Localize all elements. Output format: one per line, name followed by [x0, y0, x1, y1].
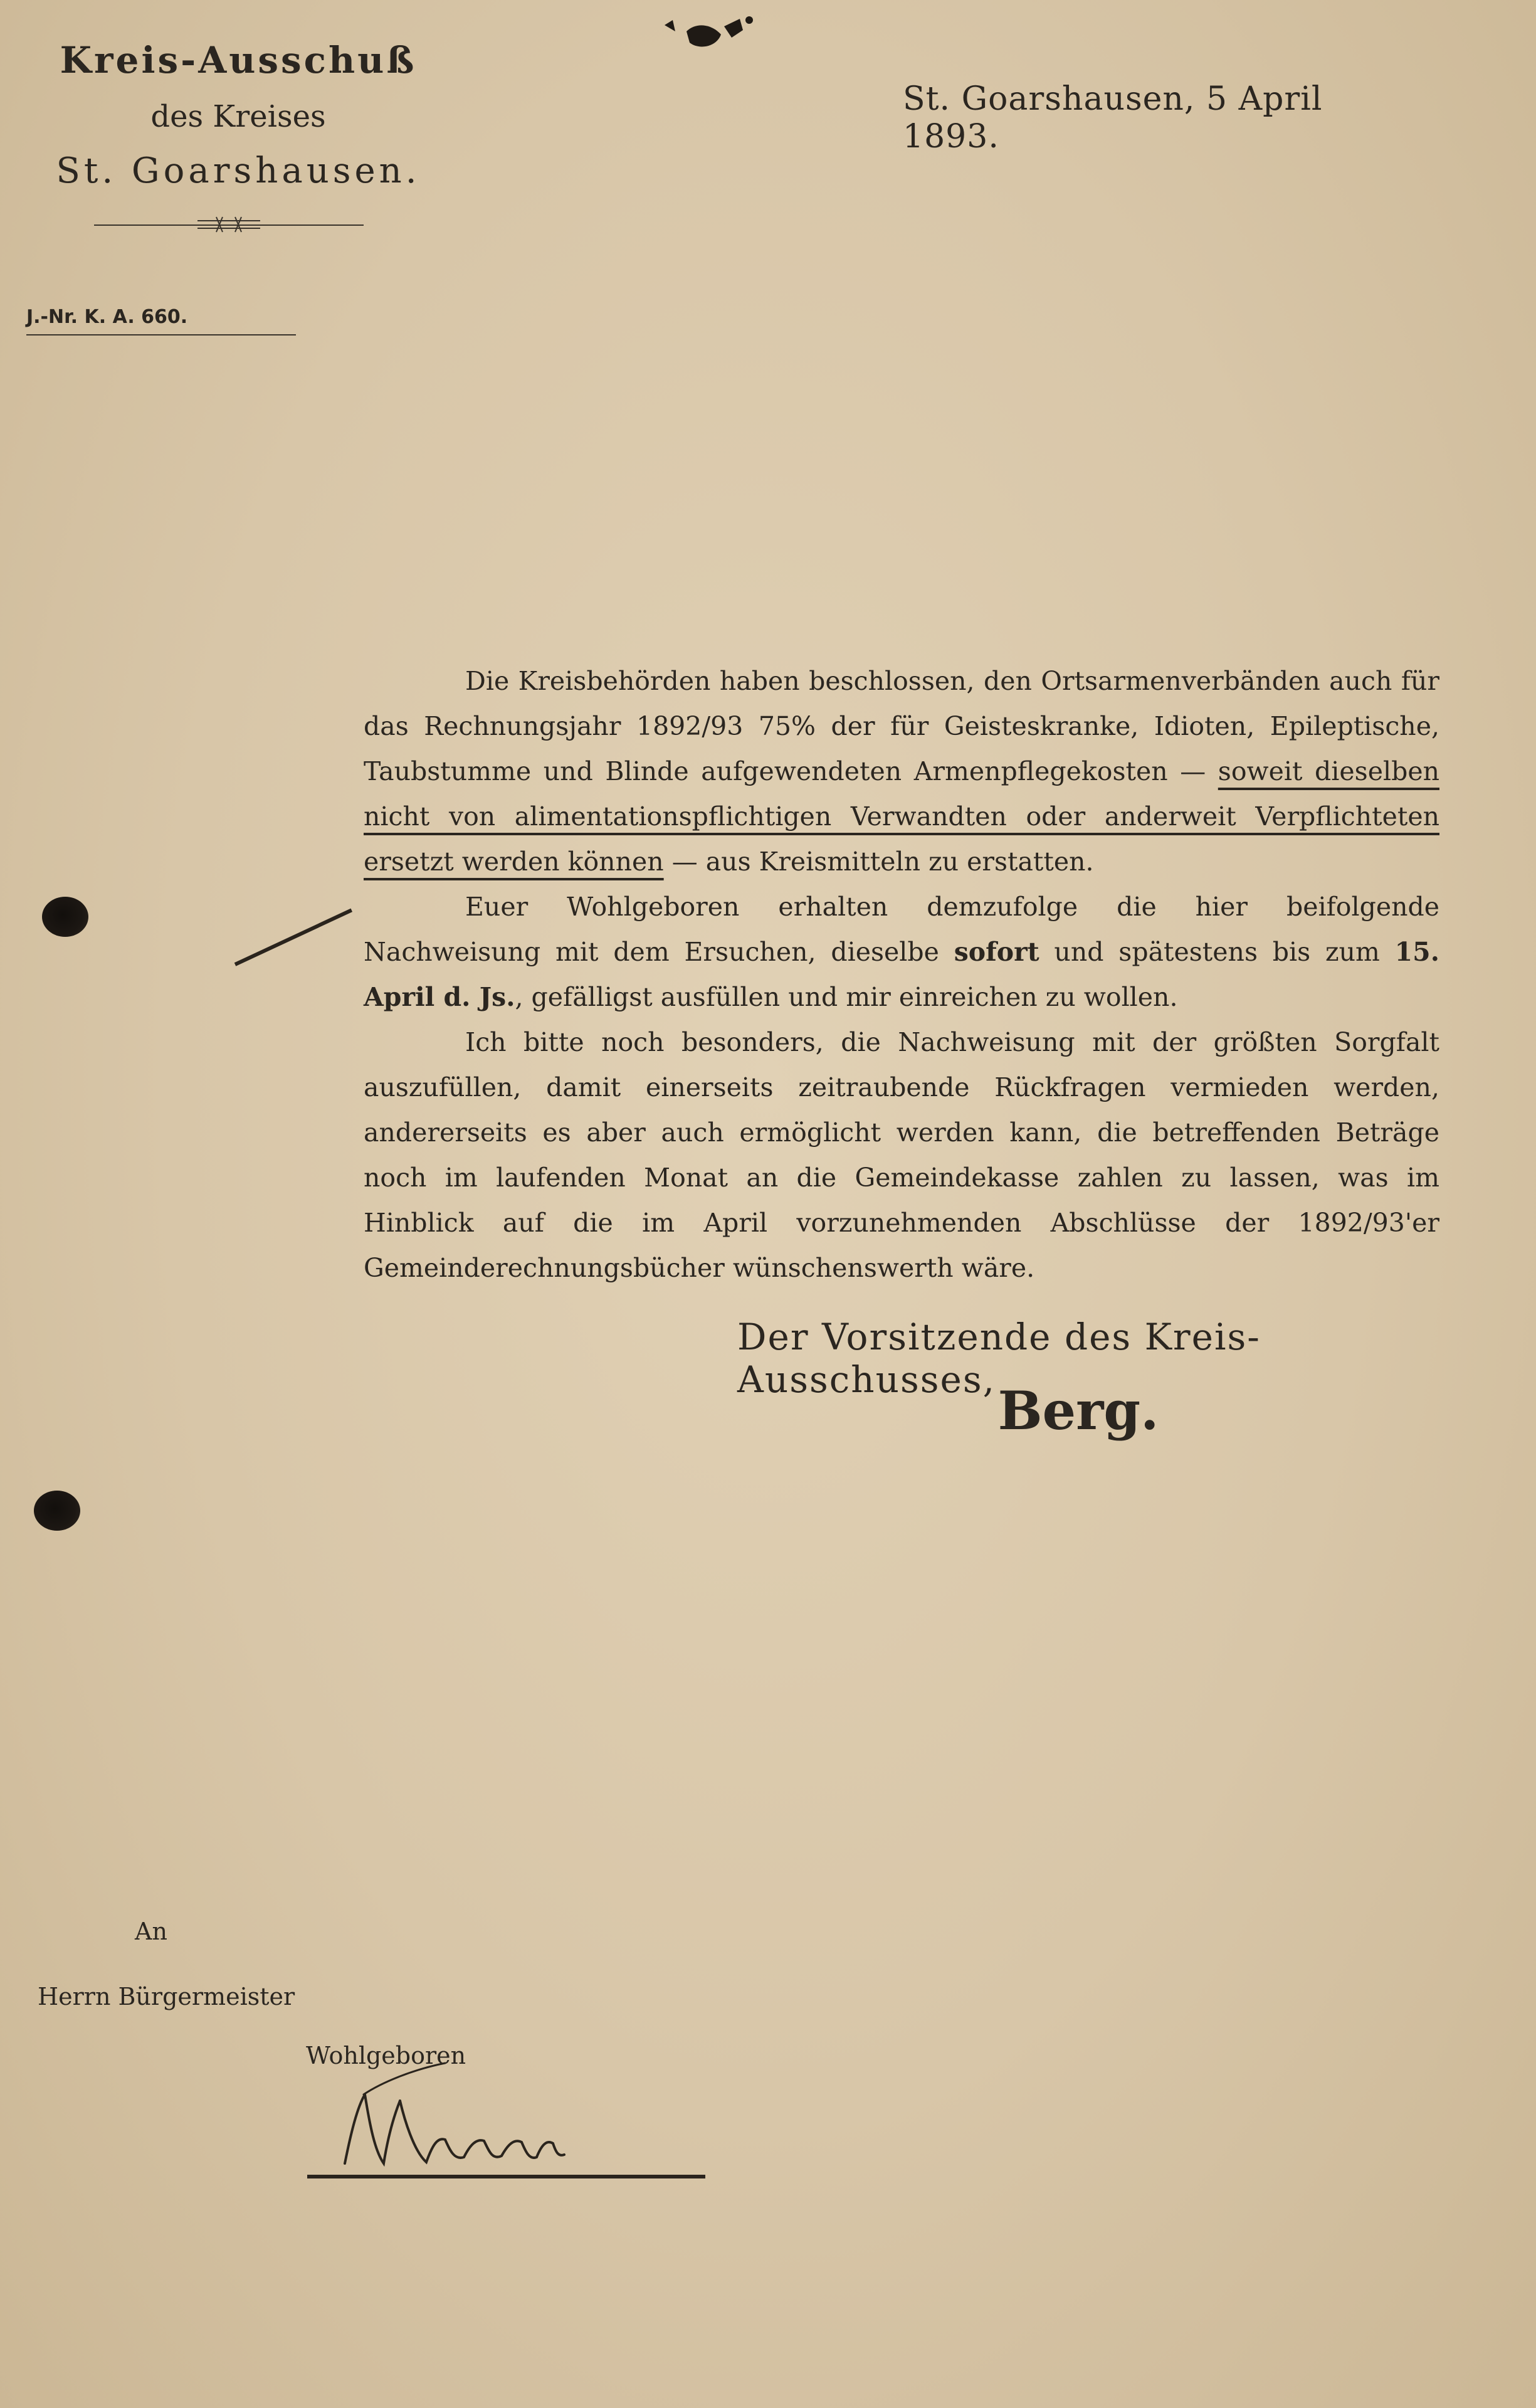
handwritten-signature	[326, 2057, 589, 2189]
letterhead-subtitle: des Kreises	[150, 99, 326, 134]
letterhead-title: Kreis-Ausschuß	[60, 39, 417, 82]
signature-name: Berg.	[997, 1380, 1159, 1442]
address-an: An	[135, 1918, 167, 1945]
paragraph-1-start: Die Kreisbehörden haben beschlossen, den Ortsarmenverbänden auch für das Rechnungsjahr 1892/93 75% der für Geisteskranke, Idioten, Epileptische, Taubstumme und Blinde aufgewendeten Armenpflegekosten —	[364, 666, 1439, 786]
paragraph-1	[364, 658, 1439, 884]
deadline-date: 15. April d. Js.	[364, 937, 1439, 1012]
emphasis-sofort: sofort	[954, 937, 1039, 967]
paragraph-2-mid: und spätestens bis zum	[1039, 937, 1395, 967]
date-line: St. Goarshausen, 5 April 1893.	[903, 80, 1323, 156]
punch-hole	[42, 897, 88, 937]
letterhead-place: St. Goarshausen.	[56, 150, 421, 191]
address-recipient: Herrn Bürgermeister	[38, 1983, 295, 2010]
paper-damage-mark	[661, 13, 755, 60]
margin-pen-stroke	[234, 909, 352, 966]
paragraph-1-end: — aus Kreismitteln zu erstatten.	[663, 847, 1094, 877]
punch-hole	[34, 1491, 80, 1531]
paragraph-2	[364, 884, 1439, 1020]
letter-body	[364, 658, 1439, 1291]
paragraph-3: Ich bitte noch besonders, die Nachweisung mit der größten Sorgfalt auszufüllen, damit einerseits zeitraubende Rückfragen vermieden werden, andererseits es aber auch ermöglicht werden kann, die betreffenden Beträge noch im laufenden Monat an die Gemeindekasse zahlen zu lassen, was im Hinblick auf die im April vorzunehmenden Abschlüsse der 1892/93'er Gemeinderechnungsbücher wünschenswerth wäre.	[364, 1027, 1439, 1283]
address-salutation: Wohlgeboren	[306, 2042, 466, 2069]
closing-line: Der Vorsitzende des Kreis-Ausschusses,	[737, 1316, 1261, 1401]
journal-number: J.-Nr. K. A. 660.	[26, 306, 296, 335]
underlined-clause: soweit dieselben nicht von alimentationspflichtigen Verwandten oder anderweit Verpflichteten ersetzt werden können	[364, 756, 1439, 877]
ornament-icon	[191, 212, 266, 237]
paragraph-2-end: , gefälligst ausfüllen und mir einreichen zu wollen.	[515, 982, 1178, 1012]
paragraph-2-start: Euer Wohlgeboren erhalten demzufolge die hier beifolgende Nachweisung mit dem Ersuchen, dieselbe	[364, 892, 1439, 967]
address-underline	[307, 2175, 705, 2178]
